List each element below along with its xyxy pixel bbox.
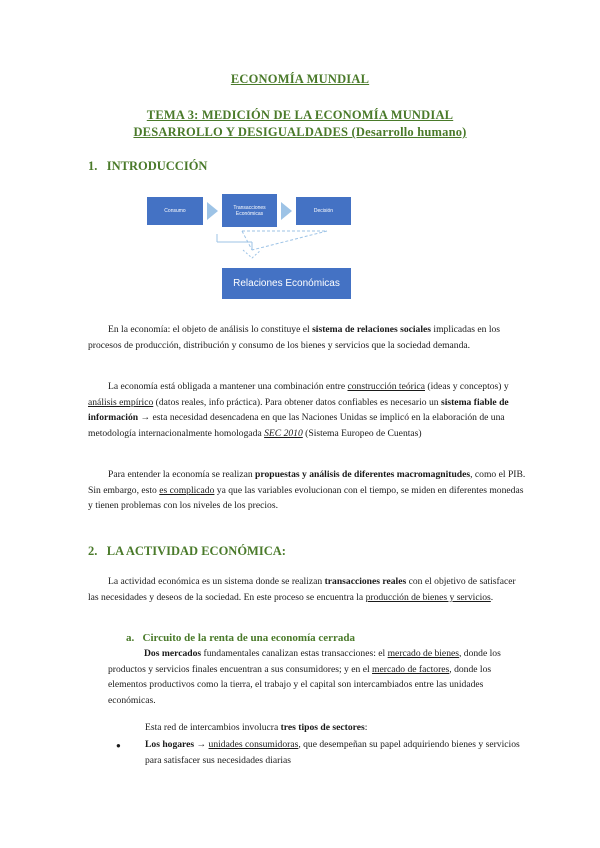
section-1-number: 1. [88, 159, 98, 173]
paragraph-1: En la economía: el objeto de análisis lo constituye el sistema de relaciones sociales implicadas en los procesos de producción, distribución y consumo de los bienes y servicios que la sociedad demanda. [88, 324, 501, 351]
diagram-box-relaciones: Relaciones Económicas [222, 268, 351, 299]
diagram-box-consumo: Consumo [147, 197, 203, 225]
paragraph-6: Esta red de intercambios involucra tres tipos de sectores: [145, 722, 368, 733]
document-subtitle-line2: DESARROLLO Y DESIGUALDADES (Desarrollo humano) [133, 125, 467, 139]
subsection-a-title: Circuito de la renta de una economía cerrada [142, 632, 356, 644]
bullet-marker: ● [116, 741, 121, 750]
section-1-heading [88, 159, 207, 174]
bullet-1: Los hogares → unidades consumidoras, que desempeñan su papel adquiriendo bienes y servicios para satisfacer sus necesidades diarias [145, 739, 520, 766]
paragraph-4: La actividad económica es un sistema donde se realizan transacciones reales con el objetivo de satisfacer las necesidades y deseos de la sociedad. En este proceso se encuentra la producción de bienes y servicios. [88, 576, 516, 603]
diagram-arrow-1 [207, 202, 218, 220]
section-1-title: INTRODUCCIÓN [106, 159, 208, 173]
section-2-title: LA ACTIVIDAD ECONÓMICA: [106, 544, 286, 558]
section-2-number: 2. [88, 544, 98, 558]
diagram-box-transacciones: Transacciones Económicas [222, 194, 277, 227]
section-2-heading [88, 544, 286, 559]
subsection-a-letter: a. [126, 632, 135, 644]
paragraph-3: Para entender la economía se realizan propuestas y análisis de diferentes macromagnitudes, como el PIB. Sin embargo, esto es complicado ya que las variables evolucionan con el tiempo, se miden en diferentes monedas y tienen problemas con los niveles de los precios. [88, 469, 526, 512]
document-subtitle-line1: TEMA 3: MEDICIÓN DE LA ECONOMÍA MUNDIAL [146, 108, 454, 122]
document-title: ECONOMÍA MUNDIAL [230, 72, 370, 86]
diagram-connector [147, 228, 352, 268]
paragraph-2: La economía está obligada a mantener una combinación entre construcción teórica (ideas y conceptos) y análisis empírico (datos reales, info práctica). Para obtener datos confiables es necesario un sistema fiable de información → esta necesidad desencadena en que las Naciones Unidas se implicó en la elaboración de una metodología internacionalmente homologada SEC 2010 (Sistema Europeo de Cuentas) [88, 381, 509, 439]
diagram-box-decision: Decisión [296, 197, 351, 225]
paragraph-5: Dos mercados fundamentales canalizan estas transacciones: el mercado de bienes, donde los productos y servicios finales encuentran a sus consumidores; y en el mercado de factores, donde los elementos productivos como la tierra, el trabajo y el capital son intercambiados entre las unidades económicas. [108, 648, 501, 706]
subsection-a-heading [126, 632, 355, 644]
diagram-arrow-2 [281, 202, 292, 220]
